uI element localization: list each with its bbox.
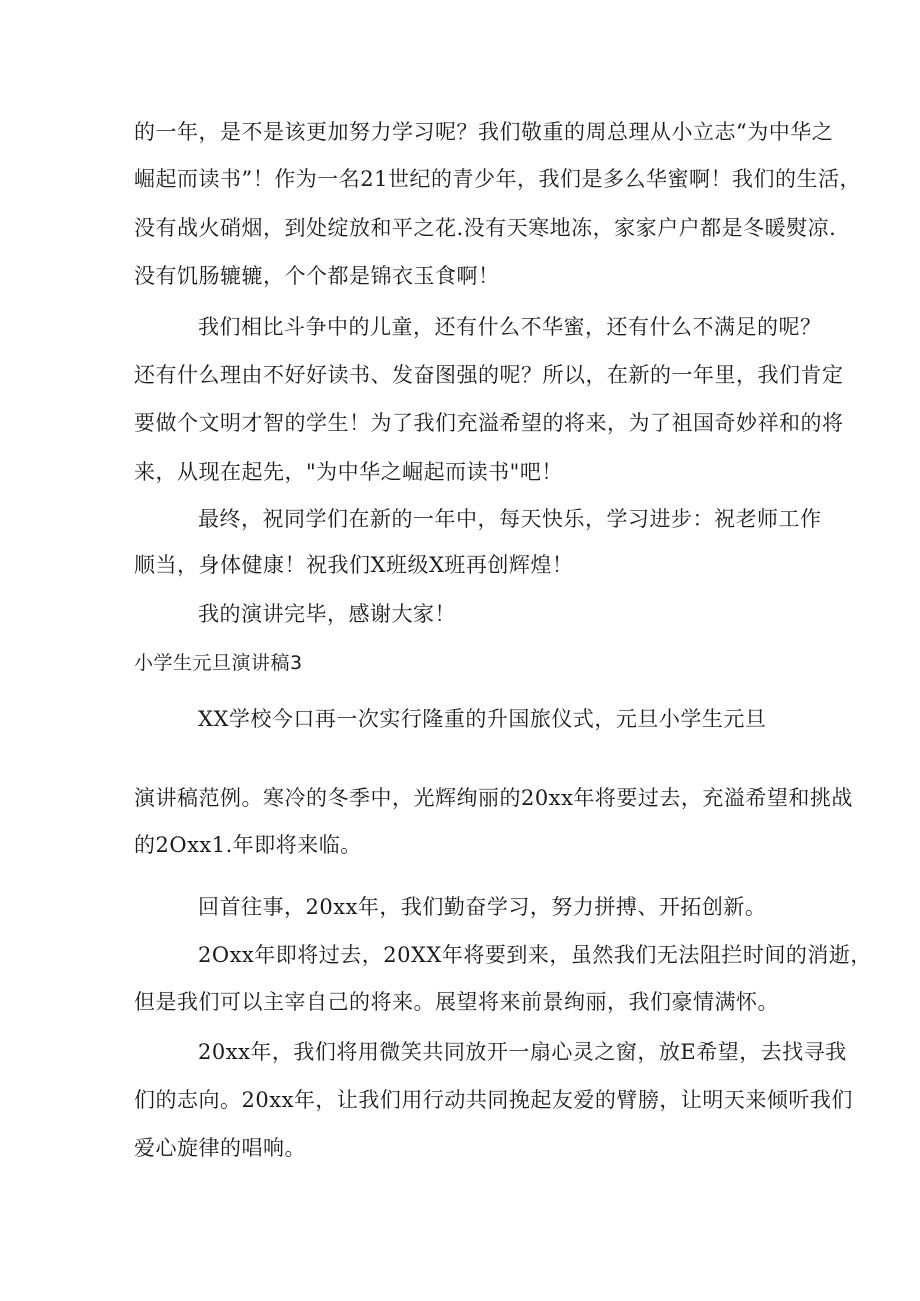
paragraph-line: 的一年，是不是该更加努力学习呢？我们敬重的周总理从小立志“为中华之 [134, 120, 834, 144]
paragraph-line: 要做个文明才智的学生！为了我们充溢希望的将来，为了祖国奇妙祥和的将 [134, 411, 844, 435]
paragraph-line: 顺当，身体健康！祝我们X班级X班再创辉煌！ [134, 553, 574, 577]
section-heading: 小学生元旦演讲稿3 [134, 652, 303, 674]
paragraph-line: 的2Oxx1.年即将来临。 [134, 833, 362, 857]
paragraph-line: 回首往事，20xx年，我们勤奋学习，努力拼搏、开拓创新。 [198, 895, 767, 919]
paragraph-line: 没有饥肠辘辘，个个都是锦衣玉食啊！ [134, 264, 500, 288]
paragraph-line: 崛起而读书”！作为一名21世纪的青少年，我们是多么华蜜啊！我们的生活， [134, 167, 861, 191]
paragraph-line: XX学校今口再一次实行隆重的升国旅仪式，元旦小学生元旦 [198, 707, 767, 731]
paragraph-line: 没有战火硝烟，到处绽放和平之花.没有天寒地冻，家家户户都是冬暖熨凉. [134, 216, 837, 240]
paragraph-line: 我们相比斗争中的儿童，还有什么不华蜜，还有什么不满足的呢？ [198, 315, 822, 339]
paragraph-line: 我的演讲完毕，感谢大家！ [198, 602, 456, 626]
paragraph-line: 爱心旋律的唱响。 [134, 1136, 306, 1160]
paragraph-line: 但是我们可以主宰自己的将来。展望将来前景绚丽，我们豪情满怀。 [134, 990, 779, 1014]
paragraph-line: 演讲稿范例。寒冷的冬季中，光辉绚丽的20xx年将要过去，充溢希望和挑战 [134, 786, 853, 810]
paragraph-line: 还有什么理由不好好读书、发奋图强的呢？所以，在新的一年里，我们肯定 [134, 363, 844, 387]
paragraph-line: 们的志向。20xx年，让我们用行动共同挽起友爱的臂膀，让明天来倾听我们 [134, 1088, 853, 1112]
paragraph-line: 20xx年，我们将用微笑共同放开一扇心灵之窗，放E希望，去找寻我 [198, 1040, 847, 1064]
paragraph-line: 最终，祝同学们在新的一年中，每天快乐，学习进步：祝老师工作 [198, 507, 822, 531]
paragraph-line: 2Oxx年即将过去，20XX年将要到来，虽然我们无法阻拦时间的消逝， [198, 943, 872, 967]
paragraph-line: 来，从现在起先，"为中华之崛起而读书"吧！ [134, 460, 563, 484]
